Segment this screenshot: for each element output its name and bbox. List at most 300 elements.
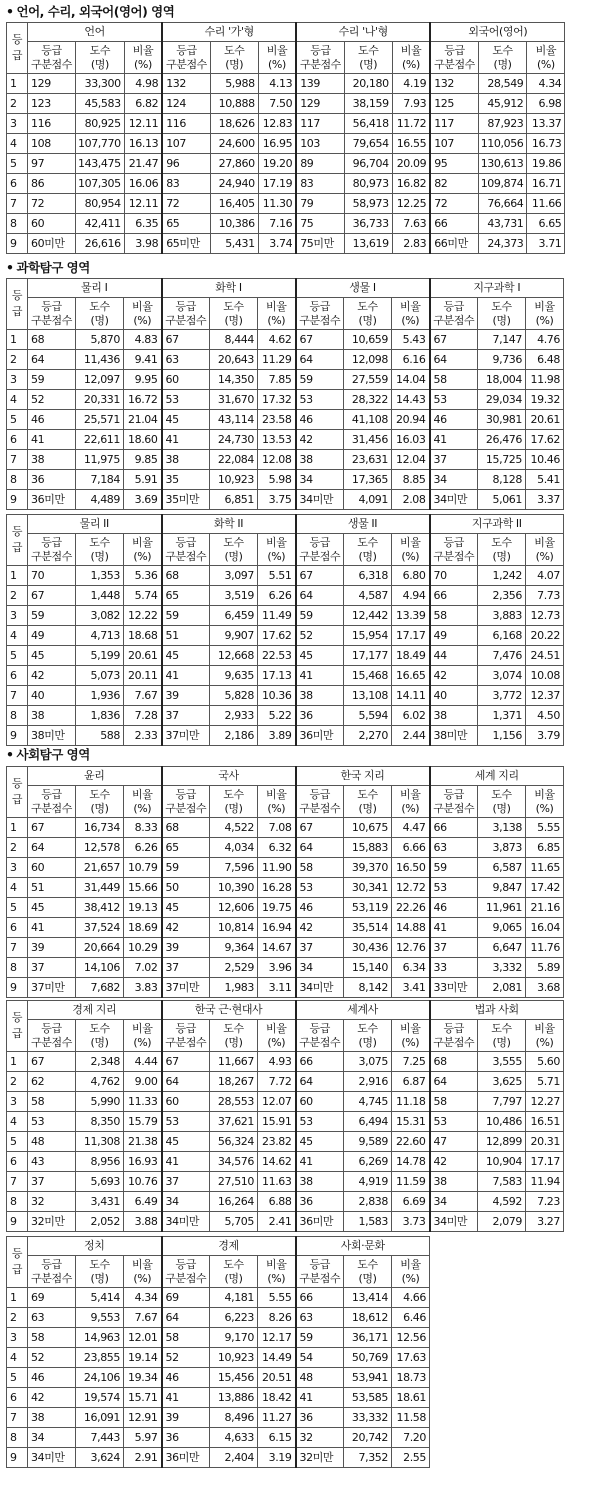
ratio-cell: 6.85 (526, 838, 564, 858)
count-cell: 45,583 (76, 94, 125, 114)
count-cell: 9,635 (210, 666, 258, 686)
grade-header: 등 급 (7, 767, 28, 818)
score-cell: 58 (28, 1092, 76, 1112)
count-cell: 7,443 (76, 1428, 124, 1448)
ratio-cell: 20.11 (124, 666, 162, 686)
count-cell: 5,073 (76, 666, 124, 686)
count-cell: 18,612 (344, 1308, 392, 1328)
count-cell: 27,559 (344, 370, 392, 390)
ratio-cell: 3.88 (124, 1212, 162, 1232)
score-cell: 107 (430, 134, 478, 154)
ratio-cell: 14.43 (392, 390, 430, 410)
score-cell: 41 (28, 430, 76, 450)
ratio-header: 비율 (%) (526, 298, 564, 330)
subject-name: 화학 II (162, 515, 296, 534)
count-cell: 20,742 (344, 1428, 392, 1448)
count-cell: 56,418 (344, 114, 392, 134)
count-cell: 7,797 (478, 1092, 526, 1112)
count-cell: 27,510 (210, 1172, 258, 1192)
score-cell: 66 (430, 586, 478, 606)
count-cell: 42,411 (76, 214, 125, 234)
score-cell: 68 (162, 818, 210, 838)
count-cell: 4,762 (76, 1072, 124, 1092)
count-cell: 12,899 (478, 1132, 526, 1152)
grade-cell: 3 (7, 1328, 28, 1348)
grade-cell: 4 (7, 626, 28, 646)
grade-cell: 4 (7, 390, 28, 410)
grade-cell: 7 (7, 1408, 28, 1428)
ratio-cell: 21.47 (124, 154, 162, 174)
grade-cell: 8 (7, 958, 28, 978)
grade-cell: 8 (7, 1192, 28, 1212)
score-cell: 37 (162, 958, 210, 978)
count-cell: 10,904 (478, 1152, 526, 1172)
ratio-cell: 4.66 (392, 1288, 430, 1308)
count-cell: 107,770 (76, 134, 125, 154)
grade-cell: 8 (7, 214, 28, 234)
ratio-cell: 10.29 (124, 938, 162, 958)
count-cell: 2,348 (76, 1052, 124, 1072)
score-cell: 67 (162, 1052, 210, 1072)
grade-cell: 1 (7, 74, 28, 94)
column-header-row (7, 1020, 564, 1052)
count-cell: 17,365 (344, 470, 392, 490)
section-title (6, 745, 90, 763)
score-cell: 34 (296, 470, 344, 490)
count-cell: 2,529 (210, 958, 258, 978)
table-row (7, 1428, 430, 1448)
score-cell: 42 (430, 666, 478, 686)
ratio-cell: 17.17 (392, 626, 430, 646)
score-header: 등급 구분점수 (28, 1020, 76, 1052)
ratio-header: 비율 (%) (258, 1256, 296, 1288)
ratio-cell: 19.32 (526, 390, 564, 410)
score-cell: 38 (28, 706, 76, 726)
score-cell: 60 (162, 1092, 210, 1112)
count-cell: 8,142 (344, 978, 392, 998)
score-cell: 38 (296, 686, 344, 706)
count-cell: 10,486 (478, 1112, 526, 1132)
grade-cell: 6 (7, 666, 28, 686)
ratio-cell: 7.20 (392, 1428, 430, 1448)
ratio-cell: 3.83 (124, 978, 162, 998)
subject-header-row (7, 23, 565, 42)
ratio-cell: 5.91 (124, 470, 162, 490)
score-cell: 116 (28, 114, 76, 134)
table-row (7, 898, 564, 918)
score-cell: 47 (430, 1132, 478, 1152)
table-row (7, 1448, 430, 1468)
ratio-cell: 15.31 (392, 1112, 430, 1132)
score-cell: 67 (430, 330, 478, 350)
count-cell: 24,373 (478, 234, 527, 254)
ratio-cell: 5.36 (124, 566, 162, 586)
grade-cell: 6 (7, 1388, 28, 1408)
ratio-cell: 16.94 (258, 918, 296, 938)
ratio-cell: 7.63 (392, 214, 430, 234)
grade-cell: 2 (7, 1072, 28, 1092)
count-cell: 8,128 (478, 470, 526, 490)
ratio-cell: 4.98 (124, 74, 162, 94)
count-cell: 3,873 (478, 838, 526, 858)
count-cell: 6,168 (478, 626, 526, 646)
ratio-cell: 3.19 (258, 1448, 296, 1468)
score-cell: 32 (28, 1192, 76, 1212)
ratio-cell: 3.75 (258, 490, 296, 510)
grade-cell: 4 (7, 1348, 28, 1368)
ratio-cell: 24.51 (526, 646, 564, 666)
table-row (7, 1348, 430, 1368)
table-row (7, 410, 564, 430)
grade-cell: 4 (7, 1112, 28, 1132)
score-cell: 58 (430, 606, 478, 626)
count-cell: 3,519 (210, 586, 258, 606)
ratio-cell: 4.34 (527, 74, 565, 94)
ratio-cell: 2.08 (392, 490, 430, 510)
score-cell: 64 (162, 1072, 210, 1092)
ratio-cell: 7.28 (124, 706, 162, 726)
count-cell: 15,954 (344, 626, 392, 646)
ratio-cell: 4.07 (526, 566, 564, 586)
table-row (7, 1388, 430, 1408)
grade-cell: 7 (7, 686, 28, 706)
count-cell: 58,973 (344, 194, 392, 214)
score-cell: 38미만 (430, 726, 478, 746)
ratio-cell: 12.37 (526, 686, 564, 706)
score-distribution-table (6, 278, 564, 510)
ratio-cell: 7.02 (124, 958, 162, 978)
ratio-cell: 12.91 (124, 1408, 162, 1428)
score-cell: 72 (430, 194, 478, 214)
score-header: 등급 구분점수 (430, 42, 478, 74)
ratio-cell: 11.65 (526, 858, 564, 878)
score-cell: 46 (430, 410, 478, 430)
score-cell: 64 (296, 838, 344, 858)
score-cell: 37 (162, 706, 210, 726)
count-cell: 130,613 (478, 154, 527, 174)
score-cell: 36미만 (28, 490, 76, 510)
grade-header: 등 급 (7, 1237, 28, 1288)
score-cell: 124 (162, 94, 210, 114)
table-row (7, 978, 564, 998)
subject-name: 생물 II (296, 515, 430, 534)
score-cell: 44 (430, 646, 478, 666)
table-row (7, 1092, 564, 1112)
table-row (7, 134, 565, 154)
ratio-cell: 5.55 (258, 1288, 296, 1308)
score-cell: 46 (296, 898, 344, 918)
score-cell: 67 (162, 330, 210, 350)
ratio-cell: 17.19 (258, 174, 296, 194)
ratio-cell: 14.78 (392, 1152, 430, 1172)
score-cell: 36 (162, 1428, 210, 1448)
ratio-cell: 18.61 (392, 1388, 430, 1408)
grade-cell: 1 (7, 1288, 28, 1308)
table-row (7, 330, 564, 350)
score-cell: 67 (28, 1052, 76, 1072)
count-cell: 5,594 (344, 706, 392, 726)
score-cell: 37 (28, 1172, 76, 1192)
score-cell: 67 (28, 586, 76, 606)
subject-header-row (7, 279, 564, 298)
table-row (7, 114, 565, 134)
grade-header: 등 급 (7, 515, 28, 566)
ratio-cell: 3.68 (526, 978, 564, 998)
grade-cell: 6 (7, 174, 28, 194)
table-row (7, 234, 565, 254)
ratio-cell: 12.76 (392, 938, 430, 958)
subject-name: 언어 (28, 23, 163, 42)
score-cell: 39 (28, 938, 76, 958)
ratio-cell: 15.71 (124, 1388, 162, 1408)
count-cell: 143,475 (76, 154, 125, 174)
ratio-cell: 3.41 (392, 978, 430, 998)
count-cell: 1,242 (478, 566, 526, 586)
count-header: 도수 (명) (344, 42, 392, 74)
ratio-cell: 16.95 (258, 134, 296, 154)
ratio-cell: 4.50 (526, 706, 564, 726)
score-cell: 52 (28, 390, 76, 410)
subject-name: 세계사 (296, 1001, 430, 1020)
ratio-cell: 2.33 (124, 726, 162, 746)
count-cell: 4,713 (76, 626, 124, 646)
subject-name: 한국 지리 (296, 767, 430, 786)
ratio-cell: 13.39 (392, 606, 430, 626)
ratio-cell: 12.73 (526, 606, 564, 626)
count-header: 도수 (명) (210, 298, 258, 330)
score-cell: 60 (28, 214, 76, 234)
score-cell: 34미만 (28, 1448, 76, 1468)
count-cell: 5,693 (76, 1172, 124, 1192)
score-header: 등급 구분점수 (162, 1020, 210, 1052)
ratio-cell: 6.46 (392, 1308, 430, 1328)
grade-cell: 2 (7, 838, 28, 858)
score-cell: 52 (28, 1348, 76, 1368)
score-header: 등급 구분점수 (430, 1020, 478, 1052)
grade-cell: 2 (7, 94, 28, 114)
subject-name: 경제 지리 (28, 1001, 162, 1020)
grade-cell: 1 (7, 330, 28, 350)
ratio-cell: 6.69 (392, 1192, 430, 1212)
count-cell: 12,606 (210, 898, 258, 918)
count-cell: 3,883 (478, 606, 526, 626)
subject-name: 경제 (162, 1237, 296, 1256)
score-cell: 69 (162, 1288, 210, 1308)
score-header: 등급 구분점수 (162, 42, 210, 74)
ratio-cell: 15.79 (124, 1112, 162, 1132)
score-cell: 37 (430, 938, 478, 958)
score-cell: 117 (430, 114, 478, 134)
table-row (7, 838, 564, 858)
count-cell: 16,734 (76, 818, 124, 838)
score-cell: 45 (28, 898, 76, 918)
score-cell: 36 (28, 470, 76, 490)
ratio-cell: 16.04 (526, 918, 564, 938)
score-cell: 37미만 (28, 978, 76, 998)
count-header: 도수 (명) (344, 1020, 392, 1052)
ratio-cell: 7.23 (526, 1192, 564, 1212)
count-header: 도수 (명) (478, 298, 526, 330)
count-cell: 3,431 (76, 1192, 124, 1212)
ratio-cell: 21.16 (526, 898, 564, 918)
ratio-header: 비율 (%) (392, 298, 430, 330)
count-cell: 12,668 (210, 646, 258, 666)
score-cell: 129 (296, 94, 344, 114)
count-cell: 31,670 (210, 390, 258, 410)
score-cell: 83 (162, 174, 210, 194)
table-row (7, 370, 564, 390)
score-cell: 42 (296, 918, 344, 938)
count-cell: 56,324 (210, 1132, 258, 1152)
score-cell: 129 (28, 74, 76, 94)
count-cell: 10,386 (210, 214, 258, 234)
count-cell: 109,874 (478, 174, 527, 194)
ratio-cell: 5.55 (526, 818, 564, 838)
score-cell: 63 (296, 1308, 344, 1328)
count-cell: 15,468 (344, 666, 392, 686)
count-cell: 2,356 (478, 586, 526, 606)
count-cell: 53,941 (344, 1368, 392, 1388)
grade-cell: 6 (7, 430, 28, 450)
score-cell: 52 (162, 1348, 210, 1368)
table-row (7, 706, 564, 726)
grade-cell: 4 (7, 878, 28, 898)
ratio-cell: 15.91 (258, 1112, 296, 1132)
ratio-cell: 11.49 (258, 606, 296, 626)
subject-name: 화학 I (162, 279, 296, 298)
table-row (7, 958, 564, 978)
score-cell: 66 (296, 1288, 344, 1308)
count-cell: 3,625 (478, 1072, 526, 1092)
score-distribution-table (6, 1000, 564, 1232)
table-row (7, 1052, 564, 1072)
count-header: 도수 (명) (210, 786, 258, 818)
score-cell: 59 (28, 606, 76, 626)
count-header: 도수 (명) (210, 1256, 258, 1288)
count-header: 도수 (명) (76, 298, 124, 330)
count-cell: 39,370 (344, 858, 392, 878)
subject-name: 사회·문화 (296, 1237, 430, 1256)
count-cell: 5,705 (210, 1212, 258, 1232)
score-cell: 58 (430, 1092, 478, 1112)
column-header-row (7, 298, 564, 330)
ratio-cell: 16.03 (392, 430, 430, 450)
score-cell: 38 (28, 450, 76, 470)
score-cell: 72 (28, 194, 76, 214)
score-cell: 64 (430, 350, 478, 370)
score-cell: 33미만 (430, 978, 478, 998)
table-row (7, 350, 564, 370)
ratio-cell: 3.37 (526, 490, 564, 510)
count-cell: 1,936 (76, 686, 124, 706)
count-header: 도수 (명) (76, 42, 125, 74)
ratio-cell: 6.82 (124, 94, 162, 114)
ratio-cell: 13.53 (258, 430, 296, 450)
count-cell: 28,322 (344, 390, 392, 410)
table-row (7, 1368, 430, 1388)
count-cell: 18,267 (210, 1072, 258, 1092)
count-cell: 29,034 (478, 390, 526, 410)
ratio-cell: 3.89 (258, 726, 296, 746)
score-cell: 48 (28, 1132, 76, 1152)
score-cell: 34 (162, 1192, 210, 1212)
count-cell: 3,097 (210, 566, 258, 586)
count-cell: 2,404 (210, 1448, 258, 1468)
score-cell: 60미만 (28, 234, 76, 254)
score-cell: 41 (296, 666, 344, 686)
ratio-cell: 12.11 (124, 194, 162, 214)
score-cell: 53 (430, 878, 478, 898)
score-cell: 40 (430, 686, 478, 706)
count-header: 도수 (명) (478, 1020, 526, 1052)
grade-cell: 9 (7, 1448, 28, 1468)
score-header: 등급 구분점수 (296, 1256, 344, 1288)
count-cell: 33,300 (76, 74, 125, 94)
count-cell: 35,514 (344, 918, 392, 938)
score-cell: 34미만 (162, 1212, 210, 1232)
score-distribution-table (6, 766, 564, 998)
table-row (7, 818, 564, 838)
count-cell: 10,659 (344, 330, 392, 350)
grade-cell: 5 (7, 154, 28, 174)
count-cell: 20,664 (76, 938, 124, 958)
ratio-cell: 21.38 (124, 1132, 162, 1152)
score-cell: 34미만 (430, 490, 478, 510)
ratio-cell: 16.50 (392, 858, 430, 878)
table-row (7, 666, 564, 686)
subject-header-row (7, 1237, 430, 1256)
score-cell: 37 (296, 938, 344, 958)
ratio-cell: 12.27 (526, 1092, 564, 1112)
ratio-cell: 4.93 (258, 1052, 296, 1072)
count-cell: 5,414 (76, 1288, 124, 1308)
ratio-cell: 3.98 (124, 234, 162, 254)
ratio-cell: 17.42 (526, 878, 564, 898)
score-cell: 45 (28, 646, 76, 666)
count-cell: 87,923 (478, 114, 527, 134)
grade-cell: 2 (7, 586, 28, 606)
count-cell: 17,177 (344, 646, 392, 666)
ratio-cell: 3.71 (527, 234, 565, 254)
score-cell: 38 (296, 450, 344, 470)
ratio-cell: 18.42 (258, 1388, 296, 1408)
count-header: 도수 (명) (76, 786, 124, 818)
score-cell: 42 (430, 1152, 478, 1172)
count-header: 도수 (명) (210, 1020, 258, 1052)
score-cell: 53 (162, 1112, 210, 1132)
score-cell: 43 (28, 1152, 76, 1172)
ratio-cell: 7.67 (124, 1308, 162, 1328)
count-cell: 3,624 (76, 1448, 124, 1468)
ratio-header: 비율 (%) (258, 298, 296, 330)
count-cell: 9,553 (76, 1308, 124, 1328)
section-title (6, 258, 90, 276)
score-cell: 67 (296, 330, 344, 350)
score-cell: 83 (296, 174, 344, 194)
ratio-cell: 6.34 (392, 958, 430, 978)
count-header: 도수 (명) (76, 1020, 124, 1052)
ratio-cell: 11.27 (258, 1408, 296, 1428)
count-cell: 16,264 (210, 1192, 258, 1212)
table-row (7, 154, 565, 174)
count-cell: 8,350 (76, 1112, 124, 1132)
score-cell: 34미만 (430, 1212, 478, 1232)
count-header: 도수 (명) (76, 534, 124, 566)
score-cell: 34 (430, 1192, 478, 1212)
ratio-cell: 3.11 (258, 978, 296, 998)
count-cell: 53,585 (344, 1388, 392, 1408)
score-cell: 45 (162, 410, 210, 430)
